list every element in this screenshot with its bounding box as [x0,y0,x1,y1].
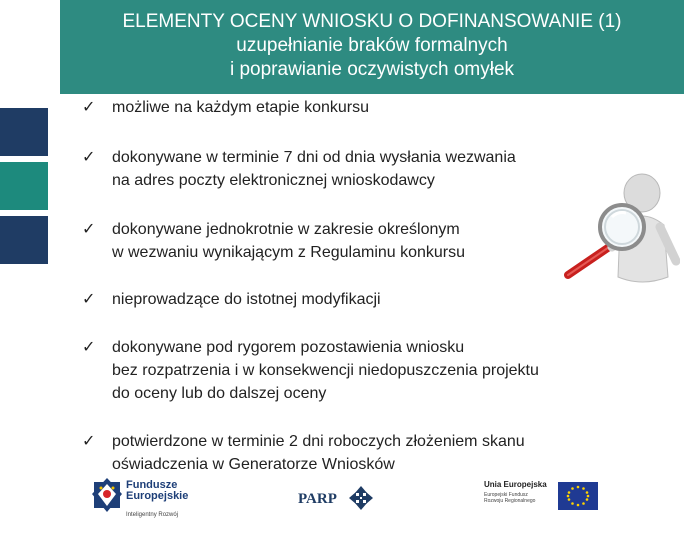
check-icon: ✓ [82,149,96,166]
check-icon: ✓ [82,339,96,356]
bullet-line: nieprowadzące do istotnej modyfikacji [112,291,381,308]
bullet-line: na adres poczty elektronicznej wnioskodawcy [112,172,435,189]
fe-subtitle: Inteligentny Rozwój [126,512,179,518]
parp-text: PARP [298,491,337,507]
bullet-line: dokonywane w terminie 7 dni od dnia wysłania wezwania [112,149,516,166]
fe-line-2: Europejskie [126,490,189,502]
fe-line-1: Fundusze [126,479,178,491]
fundusze-europejskie-logo [92,476,212,526]
title-line-2: uzupełnianie braków formalnych [236,35,508,56]
fe-name [126,480,188,502]
bullet-line: potwierdzone w terminie 2 dni roboczych złożeniem skanu [112,433,525,450]
magnifier-person-illustration [560,165,680,290]
list-item [82,96,369,119]
unia-europejska-logo [484,480,604,524]
list-item [82,288,381,311]
eu-flag-icon [558,482,598,510]
side-block-navy-bottom [0,216,48,264]
parp-logo [298,480,378,516]
check-icon: ✓ [82,291,96,308]
side-block-teal [0,162,48,210]
side-block-navy-top [0,108,48,156]
footer-logos [0,470,700,539]
parp-arrows-icon [348,485,374,511]
list-item [82,146,516,192]
bullet-line: w wezwaniu wynikającym z Regulaminu konkursu [112,244,466,261]
bullet-line: do oceny lub do dalszej oceny [112,385,327,402]
check-icon: ✓ [82,221,96,238]
title-line-3: i poprawianie oczywistych omyłek [229,59,515,80]
check-icon: ✓ [82,99,96,116]
title-line-1: ELEMENTY OCENY WNIOSKU O DOFINANSOWANIE (1) [122,11,622,32]
bullet-line: oświadczenia w Generatorze Wniosków [112,456,395,473]
list-item [82,336,539,405]
bullet-line: dokonywane jednokrotnie w zakresie określonym [112,221,460,238]
bullet-line: możliwe na każdym etapie konkursu [112,99,370,116]
list-item [82,218,465,264]
fe-star-icon [92,478,122,514]
slide-title [60,0,684,94]
bullet-line: bez rozpatrzenia i w konsekwencji niedopuszczenia projektu [112,362,539,379]
ue-line-2: Rozwoju Regionalnego [484,498,536,504]
ue-title: Unia Europejska [484,480,547,489]
ue-fund-name [484,492,535,504]
ue-line-1: Europejski Fundusz [484,492,528,498]
check-icon: ✓ [82,433,96,450]
bullet-line: dokonywane pod rygorem pozostawienia wniosku [112,339,465,356]
